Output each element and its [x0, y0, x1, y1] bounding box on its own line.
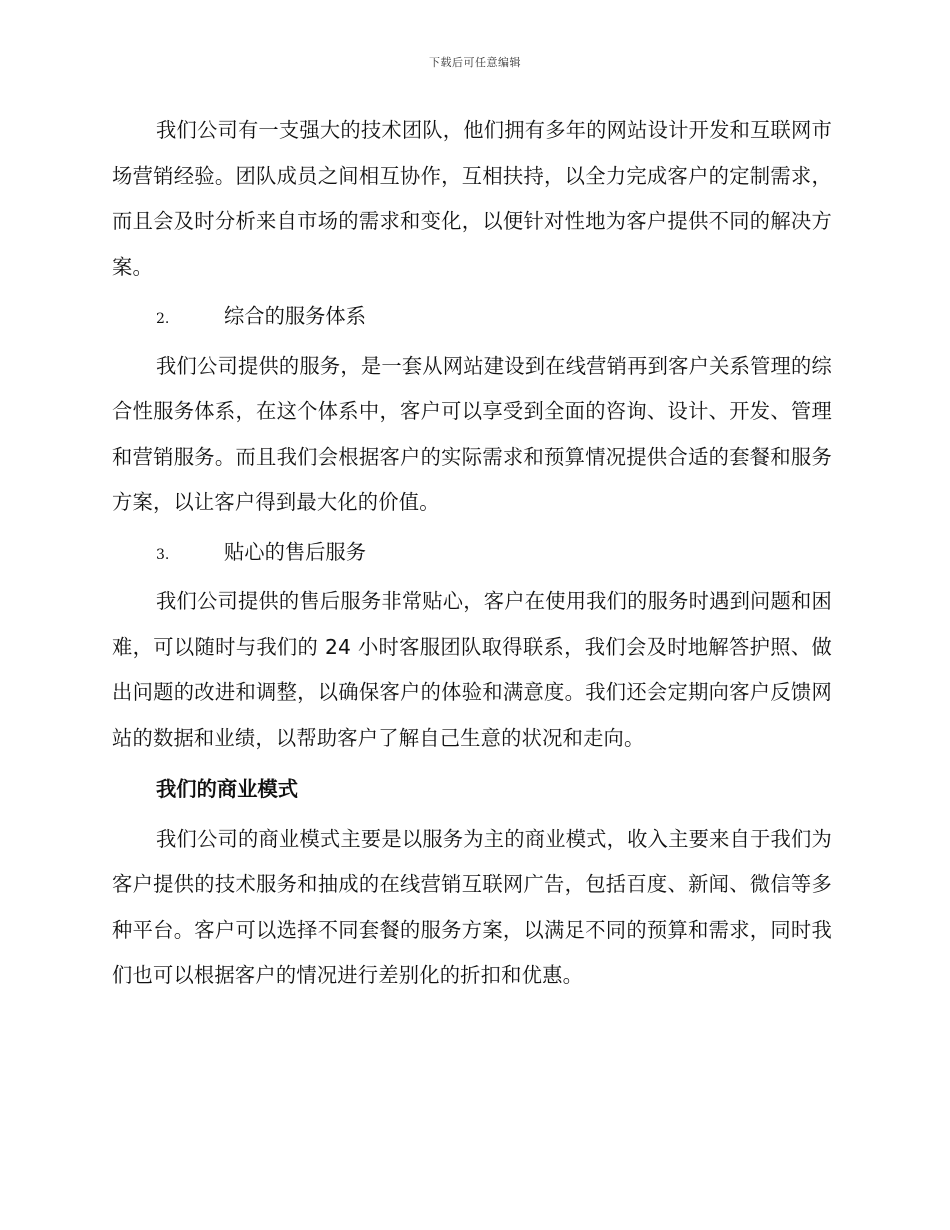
paragraph-service-system: 我们公司提供的服务，是一套从网站建设到在线营销再到客户关系管理的综合性服务体系，在这个体系中，客户可以享受到全面的咨询、设计、开发、管理和营销服务。而且我们会根据客户的实际需求和预算情况提供合适的套餐和服务方案，以让客户得到最大化的价值。 [112, 353, 832, 514]
list-number: 3. [156, 546, 170, 563]
list-item-title: 贴心的售后服务 [224, 539, 366, 564]
header-note: 下载后可任意编辑 [429, 56, 521, 69]
section-heading-business-model: 我们的商业模式 [156, 777, 298, 801]
paragraph-after-sales: 我们公司提供的售后服务非常贴心，客户在使用我们的服务时遇到问题和困难，可以随时与我们的 24 小时客服团队取得联系，我们会及时地解答护照、做出问题的改进和调整，以确保客户的体验和满意度。我们还会定期向客户反馈网站的数据和业绩，以帮助客户了解自己生意的状况和走向。 [112, 589, 832, 750]
paragraph-business-model: 我们公司的商业模式主要是以服务为主的商业模式，收入主要来自于我们为客户提供的技术服务和抽成的在线营销互联网广告，包括百度、新闻、微信等多种平台。客户可以选择不同套餐的服务方案，以满足不同的预算和需求，同时我们也可以根据客户的情况进行差别化的折扣和优惠。 [112, 826, 832, 987]
list-item-title: 综合的服务体系 [224, 304, 366, 328]
list-item-service-system [156, 294, 832, 340]
list-number: 2. [156, 311, 170, 327]
list-item-after-sales [156, 530, 832, 576]
paragraph-tech-team: 我们公司有一支强大的技术团队，他们拥有多年的网站设计开发和互联网市场营销经验。团队成员之间相互协作，互相扶持，以全力完成客户的定制需求，而且会及时分析来自市场的需求和变化，以便针对性地为客户提供不同的解决方案。 [112, 118, 832, 279]
document-body [112, 108, 832, 999]
